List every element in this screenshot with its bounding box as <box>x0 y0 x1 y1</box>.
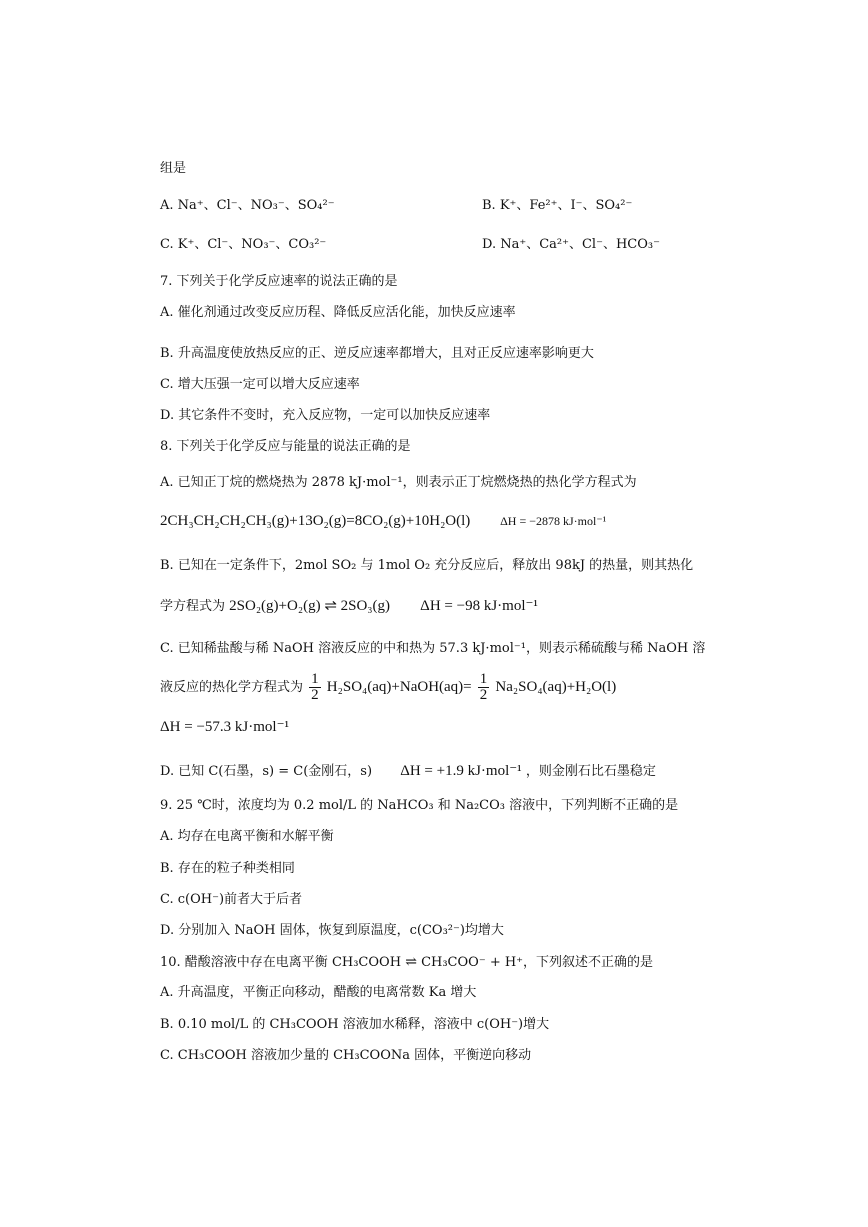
q7-option-b: B. 升高温度使放热反应的正、逆反应速率都增大，且对正反应速率影响更大 <box>160 346 594 361</box>
q8-d-enthalpy: ΔH = +1.9 kJ·mol⁻¹ <box>400 763 522 779</box>
q10-option-c: C. CH₃COOH 溶液加少量的 CH₃COONa 固体，平衡逆向移动 <box>160 1048 532 1063</box>
q8-b-enthalpy: ΔH = −98 kJ·mol⁻¹ <box>420 598 538 614</box>
q8-c-equation-end: Na₂SO₄(aq)+H₂O(l) <box>495 679 617 695</box>
q10-stem <box>160 953 653 972</box>
q9-option-a: A. 均存在电离平衡和水解平衡 <box>160 829 334 844</box>
q8-b-equation-line <box>160 597 538 616</box>
fraction-numerator: 1 <box>311 671 319 687</box>
q10-option-a: A. 升高温度，平衡正向移动，醋酸的电离常数 Ka 增大 <box>160 985 477 1000</box>
q8-c-lead-text: 液反应的热化学方程式为 <box>160 680 304 695</box>
q8-option-b: B. 已知在一定条件下，2mol SO₂ 与 1mol O₂ 充分反应后，释放出 98kJ 的热量，则其热化 <box>160 558 694 573</box>
fraction-half <box>478 672 490 703</box>
fraction-numerator: 1 <box>479 671 488 687</box>
q6-stem-tail: 组是 <box>160 161 187 176</box>
q8-option-d <box>160 762 656 781</box>
q9-option-b: B. 存在的粒子种类相同 <box>160 861 295 876</box>
q6-option-a: A. Na⁺、Cl⁻、NO₃⁻、SO₄²⁻ <box>160 198 335 213</box>
q8-d-text: D. 已知 C(石墨，s) = C(金刚石，s) <box>160 764 373 779</box>
q8-c-equation-line <box>160 672 616 703</box>
q8-option-a: A. 已知正丁烷的燃烧热为 2878 kJ·mol⁻¹，则表示正丁烷燃烧热的热化学方程式为 <box>160 475 637 490</box>
q9-option-c: C. c(OH⁻)前者大于后者 <box>160 892 303 907</box>
q10-option-b: B. 0.10 mol/L 的 CH₃COOH 溶液加水稀释，溶液中 c(OH⁻)增大 <box>160 1017 550 1032</box>
q8-a-equation-formula: 2CH₃CH₂CH₂CH₃(g)+13O₂(g)=8CO₂(g)+10H₂O(l) <box>160 513 471 529</box>
q8-d-conclusion: ，则金刚石比石墨稳定 <box>525 764 656 779</box>
q7-option-c: C. 增大压强一定可以增大反应速率 <box>160 377 360 392</box>
q10-stem-post: CH₃COO⁻ + H⁺，下列叙述不正确的是 <box>421 955 654 970</box>
q6-option-d: D. Na⁺、Ca²⁺、Cl⁻、HCO₃⁻ <box>482 237 660 252</box>
fraction-denominator: 2 <box>311 687 319 703</box>
equilibrium-arrow-icon: ⇌ <box>405 954 417 970</box>
q8-option-c: C. 已知稀盐酸与稀 NaOH 溶液反应的中和热为 57.3 kJ·mol⁻¹，则表示稀硫酸与稀 NaOH 溶 <box>160 641 706 656</box>
q6-option-c: C. K⁺、Cl⁻、NO₃⁻、CO₃²⁻ <box>160 237 327 252</box>
q8-c-enthalpy: ΔH = −57.3 kJ·mol⁻¹ <box>160 719 289 735</box>
fraction-denominator: 2 <box>479 687 488 703</box>
q6-option-b: B. K⁺、Fe²⁺、I⁻、SO₄²⁻ <box>482 198 633 213</box>
q8-a-enthalpy: ΔH = −2878 kJ·mol⁻¹ <box>500 514 607 528</box>
q7-stem: 7. 下列关于化学反应速率的说法正确的是 <box>160 274 398 289</box>
q8-c-equation-middle: H₂SO₄(aq)+NaOH(aq)= <box>326 679 472 695</box>
q9-stem: 9. 25 ℃时，浓度均为 0.2 mol/L 的 NaHCO₃ 和 Na₂CO₃ 溶液中，下列判断不正确的是 <box>160 798 679 813</box>
q7-option-d: D. 其它条件不变时，充入反应物，一定可以加快反应速率 <box>160 408 491 423</box>
fraction-half <box>309 672 321 703</box>
q10-stem-pre: 10. 醋酸溶液中存在电离平衡 CH₃COOH <box>160 955 402 970</box>
q8-stem: 8. 下列关于化学反应与能量的说法正确的是 <box>160 439 411 454</box>
q8-b-equation: 2SO₂(g)+O₂(g) ⇌ 2SO₃(g) <box>229 598 391 614</box>
q9-option-d: D. 分别加入 NaOH 固体，恢复到原温度，c(CO₃²⁻)均增大 <box>160 923 504 938</box>
q8-a-equation <box>160 512 606 530</box>
q7-option-a: A. 催化剂通过改变反应历程、降低反应活化能，加快反应速率 <box>160 305 516 320</box>
q8-b-lead-text: 学方程式为 <box>160 599 226 614</box>
